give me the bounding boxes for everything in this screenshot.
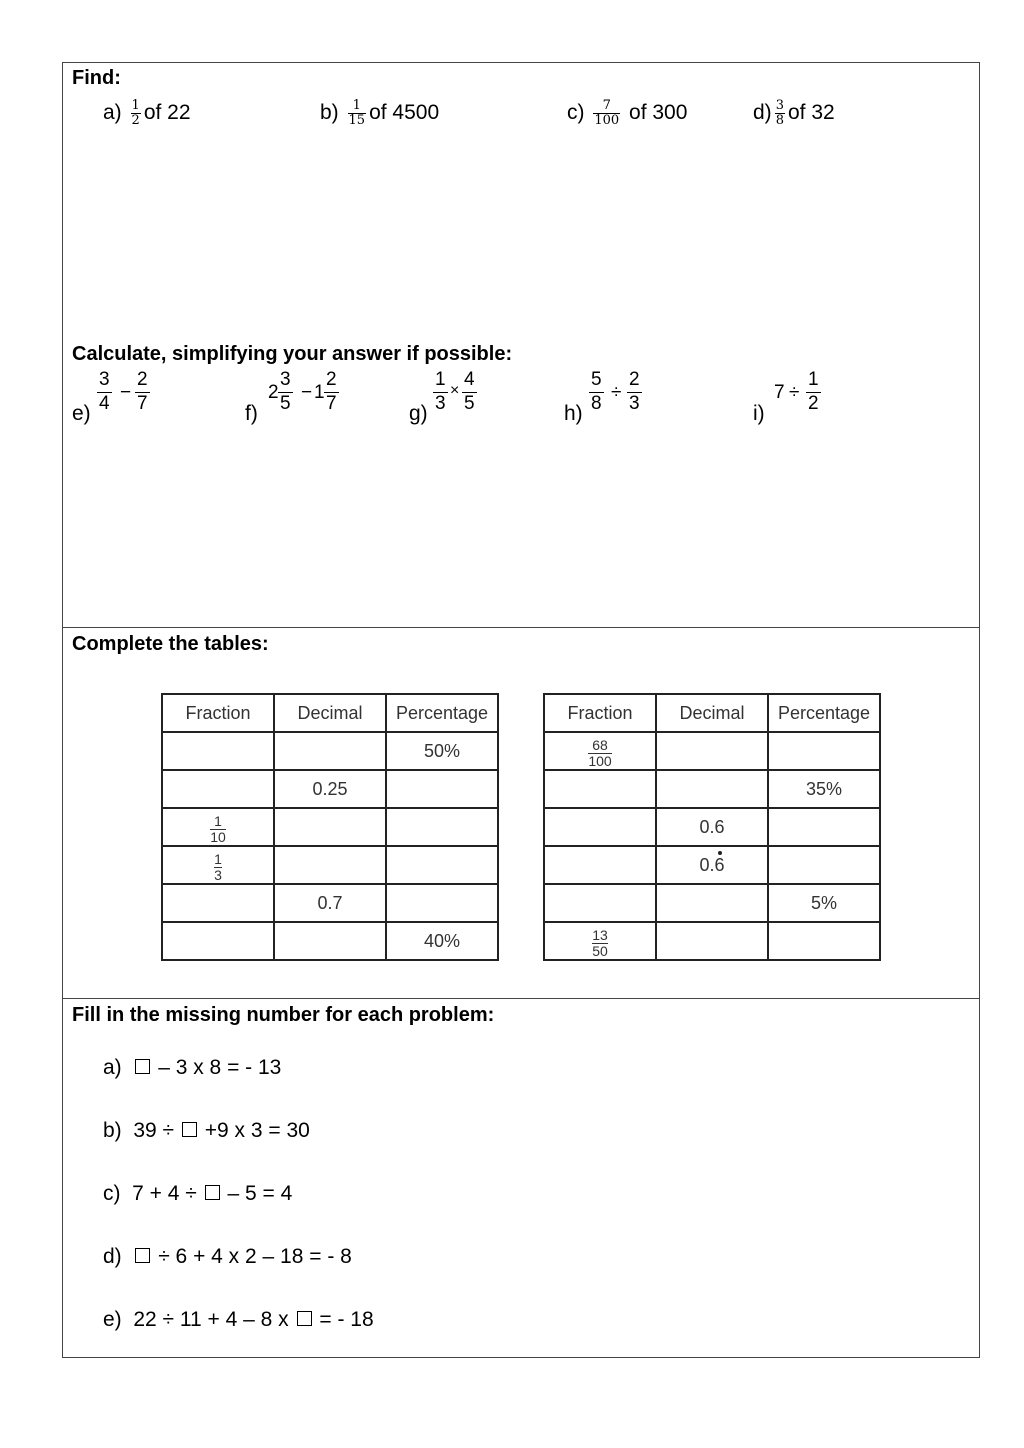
calc-label-h: h): [564, 402, 583, 425]
numerator: 13: [592, 926, 608, 943]
numerator: 2: [137, 369, 148, 390]
numerator: 3: [775, 98, 784, 113]
denominator: 10: [210, 828, 226, 845]
table-row: [544, 884, 880, 922]
problem-text: – 3 x 8 = - 13: [152, 1056, 282, 1079]
header-fraction: Fraction: [162, 694, 274, 732]
decimal-cell[interactable]: [656, 770, 768, 808]
percentage-cell[interactable]: [386, 808, 498, 846]
whole-number: 7: [774, 382, 785, 403]
decimal-cell[interactable]: [274, 732, 386, 770]
missing-heading: Fill in the missing number for each problem:: [72, 1004, 495, 1026]
numerator: 2: [629, 369, 640, 390]
table-header-row: [162, 694, 498, 732]
decimal-cell[interactable]: [274, 808, 386, 846]
numerator: 2: [326, 369, 337, 390]
fraction-cell: [544, 732, 656, 770]
numerator: 1: [214, 812, 222, 829]
problem-text: – 5 = 4: [221, 1182, 293, 1205]
denominator: 5: [464, 393, 475, 414]
find-item-label: b): [320, 101, 339, 125]
calc-label-f: f): [245, 402, 258, 425]
conversion-table-2: [543, 693, 881, 961]
problem-label: a): [103, 1056, 122, 1079]
find-item-b: [320, 99, 439, 128]
fraction: [593, 99, 620, 128]
denominator: 8: [591, 393, 602, 414]
denominator: 7: [326, 393, 337, 414]
numerator: 3: [280, 369, 291, 390]
decimal-cell[interactable]: [656, 732, 768, 770]
whole-number: 2: [268, 382, 279, 403]
fraction-cell: [162, 808, 274, 846]
header-decimal: Decimal: [656, 694, 768, 732]
numerator: 3: [99, 369, 110, 390]
numerator: 1: [435, 369, 446, 390]
find-item-label: c): [567, 101, 585, 125]
numerator: 1: [214, 850, 222, 867]
table-row: [162, 732, 498, 770]
numerator: 1: [808, 369, 819, 390]
find-heading: Find:: [72, 67, 121, 89]
find-item-text: of 4500: [369, 101, 440, 125]
operator: ÷: [789, 382, 800, 403]
percentage-cell[interactable]: [386, 846, 498, 884]
table-row: [544, 922, 880, 960]
decimal-cell[interactable]: [274, 922, 386, 960]
numerator: 1: [131, 98, 140, 113]
table-row: [544, 770, 880, 808]
worksheet: [62, 62, 980, 1358]
fraction: [433, 369, 448, 414]
find-item-d: [753, 99, 835, 128]
fraction-cell[interactable]: [544, 884, 656, 922]
operator: −: [301, 382, 313, 403]
denominator: 3: [435, 393, 446, 414]
decimal-cell[interactable]: [656, 922, 768, 960]
percentage-cell: 40%: [386, 922, 498, 960]
fraction: [324, 369, 339, 414]
answer-box[interactable]: [182, 1122, 197, 1137]
conversion-table-1: [161, 693, 499, 961]
table-row: [544, 846, 880, 884]
find-item-text: of 32: [787, 101, 835, 125]
fraction: [592, 928, 608, 959]
denominator: 7: [137, 393, 148, 414]
denominator: 100: [594, 113, 620, 128]
table-row: [162, 770, 498, 808]
numerator: 5: [591, 369, 602, 390]
find-item-text: of 300: [629, 101, 688, 125]
fraction-cell[interactable]: [544, 846, 656, 884]
answer-box[interactable]: [135, 1248, 150, 1263]
denominator: 15: [348, 113, 366, 128]
header-percentage: Percentage: [386, 694, 498, 732]
fraction-cell[interactable]: [162, 922, 274, 960]
fraction-cell[interactable]: [544, 770, 656, 808]
denominator: 50: [592, 942, 608, 959]
decimal-cell[interactable]: [656, 884, 768, 922]
fraction: [588, 738, 611, 769]
find-item-text: of 22: [143, 101, 191, 125]
table-row: [162, 808, 498, 846]
decimal-cell: [656, 846, 768, 884]
problem-text: +9 x 3 = 30: [198, 1119, 310, 1142]
fraction: [589, 369, 604, 414]
decimal-cell: 0.7: [274, 884, 386, 922]
percentage-cell[interactable]: [386, 770, 498, 808]
percentage-cell: 35%: [768, 770, 880, 808]
answer-box[interactable]: [205, 1185, 220, 1200]
fraction-cell[interactable]: [162, 884, 274, 922]
calc-label-g: g): [409, 402, 428, 425]
answer-box[interactable]: [135, 1059, 150, 1074]
table-row: [544, 808, 880, 846]
decimal-cell: 0.6: [656, 808, 768, 846]
calc-label-i: i): [753, 402, 765, 425]
tables-section: [63, 628, 979, 999]
problem-text: 39 ÷: [133, 1119, 180, 1142]
percentage-cell[interactable]: [386, 884, 498, 922]
denominator: 2: [808, 393, 819, 414]
fraction: [348, 99, 367, 128]
fraction-cell[interactable]: [162, 732, 274, 770]
percentage-cell[interactable]: [768, 846, 880, 884]
operator: ÷: [611, 382, 622, 403]
denominator: 2: [131, 113, 140, 128]
fraction-cell[interactable]: [544, 808, 656, 846]
find-item-a: [103, 99, 191, 128]
fraction: [210, 814, 226, 845]
fraction-cell: [544, 922, 656, 960]
problem-c: [103, 1182, 292, 1206]
percentage-cell[interactable]: [768, 922, 880, 960]
table-row: [544, 732, 880, 770]
denominator: 3: [214, 866, 222, 883]
find-calculate-section: [63, 63, 979, 628]
numerator: 68: [592, 736, 608, 753]
calc-label-e: e): [72, 402, 91, 425]
fraction-cell: [162, 846, 274, 884]
denominator: 5: [280, 393, 291, 414]
fraction-cell[interactable]: [162, 770, 274, 808]
decimal-cell: 0.25: [274, 770, 386, 808]
decimal-cell[interactable]: [274, 846, 386, 884]
problem-text: 7 + 4 ÷: [132, 1182, 203, 1205]
problem-label: c): [103, 1182, 121, 1205]
missing-number-section: [63, 999, 979, 1357]
percentage-cell: 5%: [768, 884, 880, 922]
problem-text: ÷ 6 + 4 x 2 – 18 = - 8: [152, 1245, 352, 1268]
fraction: [214, 852, 222, 883]
header-decimal: Decimal: [274, 694, 386, 732]
fraction: [278, 369, 293, 414]
fraction: [97, 369, 112, 414]
operator: ×: [450, 382, 460, 399]
percentage-cell[interactable]: [768, 808, 880, 846]
find-item-label: d): [753, 101, 772, 125]
percentage-cell: 50%: [386, 732, 498, 770]
problem-d: [103, 1245, 352, 1269]
problem-text: = - 18: [313, 1308, 374, 1331]
problem-label: e): [103, 1308, 122, 1331]
fraction: [135, 369, 150, 414]
whole-number: 1: [314, 382, 325, 403]
recurring-digit: 6: [714, 854, 725, 875]
header-fraction: Fraction: [544, 694, 656, 732]
tables-heading: Complete the tables:: [72, 633, 269, 655]
denominator: 100: [588, 752, 612, 769]
problem-label: d): [103, 1245, 122, 1268]
fraction: [775, 99, 785, 128]
table-row: [162, 922, 498, 960]
problem-a: [103, 1056, 281, 1080]
denominator: 4: [99, 393, 110, 414]
problem-label: b): [103, 1119, 122, 1142]
percentage-cell[interactable]: [768, 732, 880, 770]
answer-box[interactable]: [297, 1311, 312, 1326]
header-percentage: Percentage: [768, 694, 880, 732]
fraction: [806, 369, 821, 414]
table-row: [162, 846, 498, 884]
problem-e: [103, 1308, 374, 1332]
fraction: [131, 99, 141, 128]
operator: −: [120, 382, 132, 403]
denominator: 8: [775, 113, 784, 128]
denominator: 3: [629, 393, 640, 414]
calculate-heading: Calculate, simplifying your answer if possible:: [72, 343, 513, 365]
fraction: [627, 369, 642, 414]
problem-b: [103, 1119, 310, 1143]
decimal-whole: 0.: [699, 854, 715, 875]
table-row: [162, 884, 498, 922]
table-header-row: [544, 694, 880, 732]
problem-text: 22 ÷ 11 + 4 – 8 x: [133, 1308, 295, 1331]
numerator: 1: [352, 98, 361, 113]
find-item-c: [567, 99, 687, 128]
find-item-label: a): [103, 101, 122, 125]
numerator: 4: [464, 369, 475, 390]
fraction: [462, 369, 477, 414]
numerator: 7: [602, 98, 611, 113]
